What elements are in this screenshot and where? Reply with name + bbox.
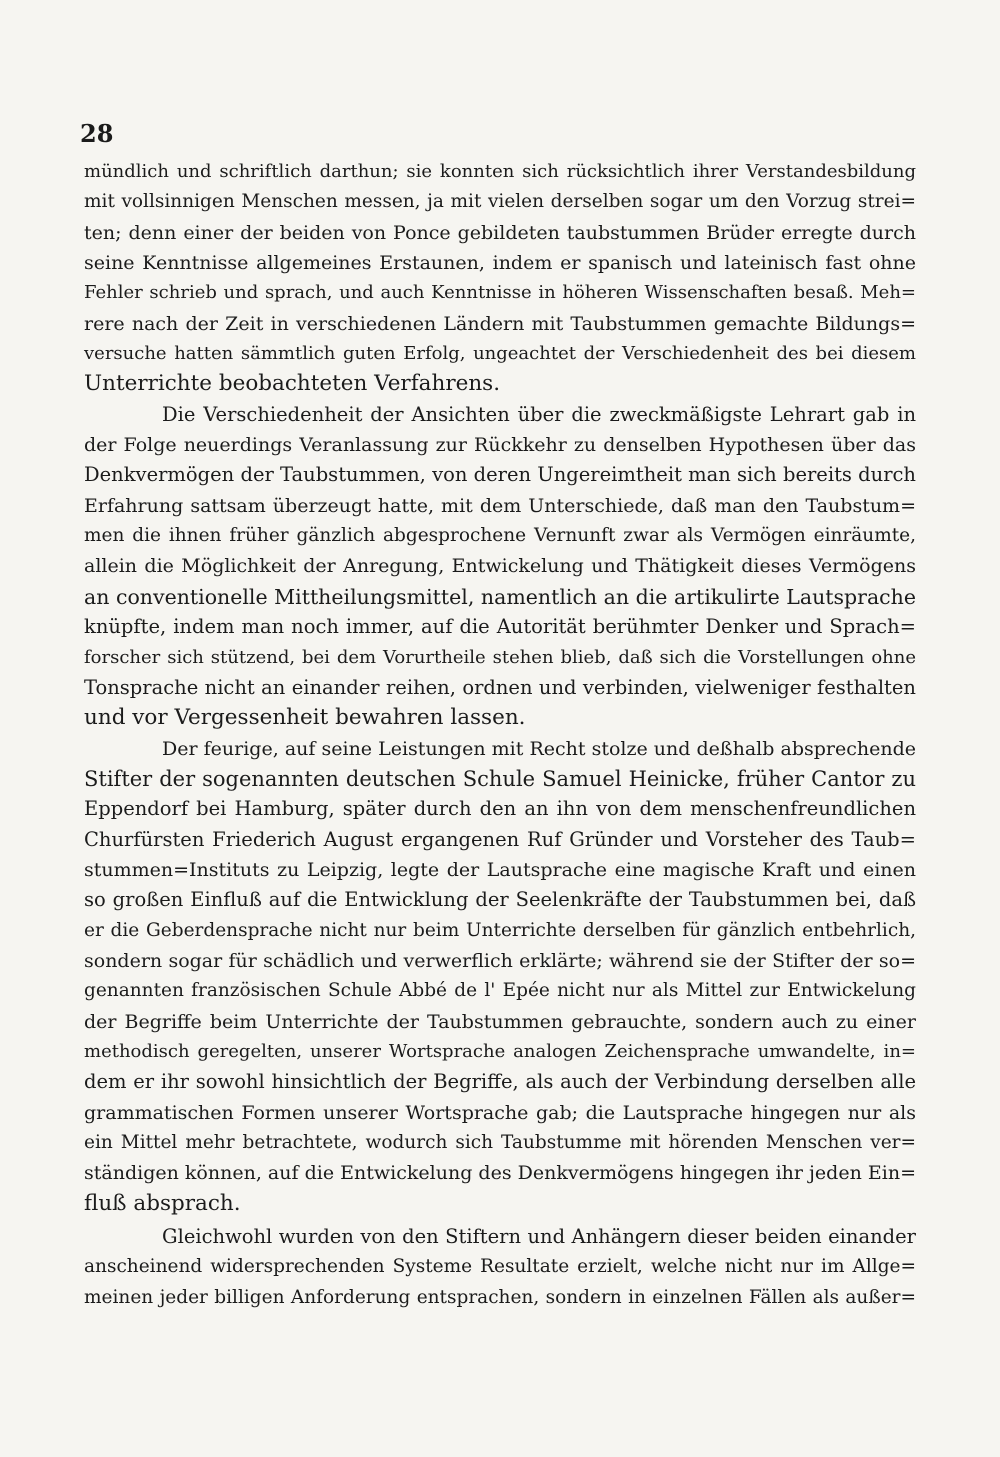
text-line: Tonsprache nicht an einander reihen, ordnen und verbinden, vielweniger festhalten bbox=[84, 675, 916, 699]
text-line: ständigen können, auf die Entwickelung des Denkvermögens hingegen ihr jeden Ein= bbox=[84, 1162, 916, 1185]
text-line: rere nach der Zeit in verschiedenen Ländern mit Taubstummen gemachte Bildungs= bbox=[84, 312, 916, 335]
text-line: Der feurige, auf seine Leistungen mit Recht stolze und deßhalb absprechende bbox=[162, 737, 916, 760]
text-line: Eppendorf bei Hamburg, später durch den an ihn von dem menschenfreundlichen bbox=[84, 797, 916, 821]
text-line: Gleichwohl wurden von den Stiftern und Anhängern dieser beiden einander bbox=[162, 1225, 916, 1249]
text-line: stummen=Instituts zu Leipzig, legte der Lautsprache eine magische Kraft und einen bbox=[84, 858, 916, 881]
text-line: mündlich und schriftlich darthun; sie konnten sich rücksichtlich ihrer Verstandesbildung bbox=[84, 161, 916, 182]
text-line: meinen jeder billigen Anforderung entsprachen, sondern in einzelnen Fällen als außer= bbox=[84, 1286, 916, 1308]
text-line: forscher sich stützend, bei dem Vorurtheile stehen blieb, daß sich die Vorstellungen ohne bbox=[84, 646, 916, 668]
text-line: und vor Vergessenheit bewahren lassen. bbox=[84, 705, 526, 731]
text-line: dem er ihr sowohl hinsichtlich der Begriffe, als auch der Verbindung derselben alle bbox=[84, 1070, 916, 1094]
text-line: ten; denn einer der beiden von Ponce gebildeten taubstummen Brüder erregte durch bbox=[84, 221, 916, 244]
text-line: Fehler schrieb und sprach, und auch Kenntnisse in höheren Wissenschaften besaß. Meh= bbox=[84, 282, 916, 304]
text-line: mit vollsinnigen Menschen messen, ja mit vielen derselben sogar um den Vorzug strei= bbox=[84, 191, 916, 213]
text-line: Unterrichte beobachteten Verfahrens. bbox=[84, 371, 501, 397]
body-text bbox=[84, 157, 916, 1313]
text-line: Erfahrung sattsam überzeugt hatte, mit dem Unterschiede, daß man den Taubstum= bbox=[84, 494, 916, 517]
text-line: grammatischen Formen unserer Wortsprache gab; die Lautsprache hingegen nur als bbox=[84, 1101, 916, 1124]
page-number: 28 bbox=[80, 119, 114, 148]
text-line: Denkvermögen der Taubstummen, von deren Ungereimtheit man sich bereits durch bbox=[84, 463, 916, 487]
text-line: men die ihnen früher gänzlich abgesprochene Vernunft zwar als Vermögen einräumte, bbox=[84, 525, 916, 547]
text-line: seine Kenntnisse allgemeines Erstaunen, indem er spanisch und lateinisch fast ohne bbox=[84, 252, 916, 275]
text-line: allein die Möglichkeit der Anregung, Entwickelung und Thätigkeit dieses Vermögens bbox=[84, 555, 916, 578]
text-line: fluß absprach. bbox=[84, 1190, 241, 1216]
text-line: knüpfte, indem man noch immer, auf die Autorität berühmter Denker und Sprach= bbox=[84, 615, 916, 639]
text-line: ein Mittel mehr betrachtete, wodurch sich Taubstumme mit hörenden Menschen ver= bbox=[84, 1132, 916, 1153]
text-line: methodisch geregelten, unserer Wortsprache analogen Zeichensprache umwandelte, in= bbox=[84, 1040, 916, 1062]
text-line: anscheinend widersprechenden Systeme Resultate erzielt, welche nicht nur im Allge= bbox=[84, 1256, 916, 1278]
text-line: so großen Einfluß auf die Entwicklung der Seelenkräfte der Taubstummen bei, daß bbox=[84, 888, 916, 912]
text-line: Churfürsten Friederich August ergangenen Ruf Gründer und Vorsteher des Taub= bbox=[84, 827, 916, 851]
text-line: sondern sogar für schädlich und verwerflich erklärte; während sie der Stifter der so= bbox=[84, 949, 916, 972]
text-line: Die Verschiedenheit der Ansichten über die zweckmäßigste Lehrart gab in bbox=[162, 402, 916, 426]
text-line: er die Geberdensprache nicht nur beim Unterrichte derselben für gänzlich entbehrlich, bbox=[84, 919, 916, 941]
text-line: versuche hatten sämmtlich guten Erfolg, ungeachtet der Verschiedenheit des bei diesem bbox=[84, 343, 916, 365]
text-line: an conventionelle Mittheilungsmittel, namentlich an die artikulirte Lautsprache bbox=[84, 584, 916, 609]
text-line: Stifter der sogenannten deutschen Schule Samuel Heinicke, früher Cantor zu bbox=[84, 766, 916, 791]
text-line: der Begriffe beim Unterrichte der Taubstummen gebrauchte, sondern auch zu einer bbox=[84, 1010, 916, 1033]
text-line: genannten französischen Schule Abbé de l' Epée nicht nur als Mittel zur Entwickelung bbox=[84, 980, 916, 1002]
text-line: der Folge neuerdings Veranlassung zur Rückkehr zu denselben Hypothesen über das bbox=[84, 434, 916, 457]
